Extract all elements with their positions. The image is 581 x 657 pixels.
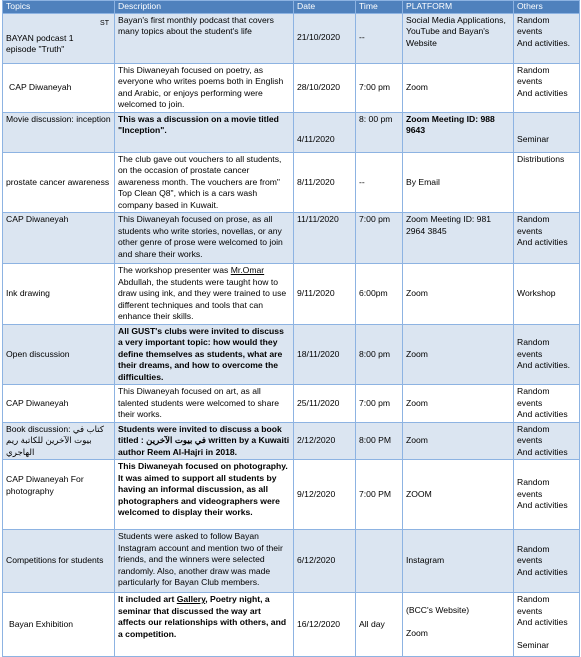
table-row — [3, 112, 580, 152]
topic-cell — [3, 422, 115, 460]
description-cell: Students were invited to discuss a book titled : في بيوت الآخرين written by a Kuwaiti author Reem Al-Hajri in 2018. — [115, 422, 294, 460]
superscript: ST — [100, 20, 109, 28]
gallery-text: Gallery — [176, 594, 206, 604]
table-row — [3, 460, 580, 530]
others-line: And activities. — [517, 360, 571, 370]
date-cell: 16/12/2020 — [294, 593, 356, 657]
description-cell — [115, 593, 294, 657]
topic-line: Book discussion: كتاب في — [6, 423, 104, 434]
topic-cell: CAP Diwaneyah — [3, 385, 115, 423]
topic-text: CAP Diwaneyah — [9, 81, 72, 92]
others-cell — [514, 63, 580, 112]
platform-cell: Zoom — [403, 63, 514, 112]
others-cell — [514, 593, 580, 657]
topic-text: Bayan Exhibition — [9, 618, 74, 629]
others-line: And activities — [517, 566, 568, 577]
topic-cell — [3, 63, 115, 112]
others-line: events — [517, 488, 543, 499]
description-text: The workshop presenter was — [118, 265, 231, 275]
header-platform: PLATFORM — [403, 1, 514, 14]
others-line: Random — [517, 214, 550, 224]
others-cell — [514, 530, 580, 593]
others-line: And activities. — [517, 37, 571, 48]
others-cell — [514, 324, 580, 385]
topic-cell: CAP Diwaneyah For photography — [3, 460, 115, 530]
topic-cell: Competitions for students — [3, 530, 115, 593]
header-description: Description — [115, 1, 294, 14]
time-cell: 7:00 PM — [356, 460, 403, 530]
others-cell — [514, 460, 580, 530]
table-row — [3, 324, 580, 385]
description-cell: All GUST's clubs were invited to discuss a very important topic: how would they define themselves as students, what are their dreams, and how to overcome the difficulties. — [115, 324, 294, 385]
platform-cell — [403, 593, 514, 657]
time-cell: 6:00pm — [356, 264, 403, 325]
platform-cell: Zoom Meeting ID: 981 2964 3845 — [403, 213, 514, 264]
others-cell — [514, 264, 580, 325]
time-cell: All day — [356, 593, 403, 657]
description-cell: This Diwaneyah focused on art, as all talented students were welcomed to share their works. — [115, 385, 294, 423]
description-cell: This Diwaneyah focused on prose, as all students who write stories, novellas, or any other genre of prose were welcomed to join and share their works. — [115, 213, 294, 264]
others-line: events — [517, 76, 543, 86]
time-cell: 7:00 pm — [356, 213, 403, 264]
platform-cell: Social Media Applications, YouTube and Bayan's Website — [403, 13, 514, 63]
time-cell: 7:00 pm — [356, 385, 403, 423]
platform-cell: ZOOM — [403, 460, 514, 530]
topic-cell — [3, 593, 115, 657]
others-line: Random — [517, 543, 550, 554]
description-text: It included art — [118, 594, 177, 604]
platform-cell: Zoom — [403, 324, 514, 385]
header-row — [3, 1, 580, 14]
others-line: And activities — [517, 409, 568, 419]
platform-line: Zoom — [406, 627, 428, 638]
platform-cell: Zoom — [403, 422, 514, 460]
description-cell: Students were asked to follow Bayan Instagram account and mention two of their friends, and the winners were selected randomly. Also, another draw was made particularly for Bayan Club members. — [115, 530, 294, 593]
date-cell: 2/12/2020 — [294, 422, 356, 460]
date-cell: 9/11/2020 — [294, 264, 356, 325]
time-cell: 8:00 pm — [356, 324, 403, 385]
header-date: Date — [294, 1, 356, 14]
activities-table — [2, 0, 580, 657]
topic-cell: prostate cancer awareness — [3, 152, 115, 213]
topic-cell: Ink drawing — [3, 264, 115, 325]
description-cell: This was a discussion on a movie titled "Inception". — [115, 112, 294, 152]
others-line: events — [517, 397, 543, 408]
others-line: And activities — [517, 87, 568, 98]
others-line: And activities — [517, 237, 568, 247]
topic-cell: CAP Diwaneyah — [3, 213, 115, 264]
others-line: Random — [517, 64, 550, 75]
date-cell: 21/10/2020 — [294, 13, 356, 63]
date-cell: 8/11/2020 — [294, 152, 356, 213]
platform-cell: Zoom Meeting ID: 988 9643 — [403, 112, 514, 152]
table-row — [3, 530, 580, 593]
others-cell — [514, 152, 580, 213]
table-row — [3, 593, 580, 657]
table-row — [3, 13, 580, 63]
description-text: Abdullah, the students were taught how to draw using ink, and they were trained to use different techniques and tools that can enhance their skills. — [118, 276, 287, 321]
platform-cell: Instagram — [403, 530, 514, 593]
others-line: Seminar — [517, 134, 549, 144]
date-cell: 11/11/2020 — [294, 213, 356, 264]
description-cell: The club gave out vouchers to all students, on the occasion of prostate cancer awareness month. The vouchers are from" Top Clean Q8", which is a cars wash company based in Kuwait. — [115, 152, 294, 213]
platform-line: (BCC's Website) — [406, 605, 470, 615]
table-row — [3, 385, 580, 423]
platform-cell: Zoom — [403, 385, 514, 423]
table-row — [3, 422, 580, 460]
description-cell — [115, 264, 294, 325]
others-line: Random — [517, 423, 550, 434]
description-text: , Poetry night, a seminar that discussed the way art affects our relationships with others, and a competition. — [118, 594, 287, 639]
header-others: Others — [514, 1, 580, 14]
description-cell: This Diwaneyah focused on poetry, as everyone who writes poems both in English and Arabic, or enjoys performing were welcomed to join. — [115, 63, 294, 112]
others-cell — [514, 422, 580, 460]
table-row — [3, 152, 580, 213]
others-line: Workshop — [517, 288, 556, 298]
topic-line: BAYAN podcast 1 — [6, 32, 74, 43]
others-line: Seminar — [517, 639, 549, 650]
others-line: Random — [517, 337, 550, 347]
others-line: And activities — [517, 500, 568, 511]
time-cell: -- — [356, 152, 403, 213]
header-topics: Topics — [3, 1, 115, 14]
others-cell — [514, 385, 580, 423]
others-cell — [514, 13, 580, 63]
others-line: events — [517, 605, 543, 616]
platform-cell: By Email — [403, 152, 514, 213]
others-line: Random — [517, 386, 550, 396]
time-cell — [356, 530, 403, 593]
others-line: events — [517, 26, 543, 36]
others-line: Random — [517, 477, 550, 488]
topic-cell: Movie discussion: inception — [3, 112, 115, 152]
others-cell — [514, 112, 580, 152]
others-line: events — [517, 348, 543, 359]
others-line: Random — [517, 14, 550, 25]
date-cell: 28/10/2020 — [294, 63, 356, 112]
date-cell: 9/12/2020 — [294, 460, 356, 530]
topic-cell — [3, 13, 115, 63]
others-line: Distributions — [517, 153, 565, 164]
date-cell: 18/11/2020 — [294, 324, 356, 385]
topic-line: episode "Truth" — [6, 44, 65, 55]
header-time: Time — [356, 1, 403, 14]
others-line: events — [517, 435, 543, 445]
time-cell: 8:00 PM — [356, 422, 403, 460]
others-line: events — [517, 225, 543, 236]
others-line: And activities — [517, 617, 568, 627]
others-line: events — [517, 555, 543, 566]
time-cell: -- — [356, 13, 403, 63]
time-cell: 7:00 pm — [356, 63, 403, 112]
others-line: Random — [517, 594, 550, 604]
table-row — [3, 63, 580, 112]
topic-line: بيوت الآخرين للكاتبة ريم الهاجري — [6, 435, 92, 457]
table-row — [3, 264, 580, 325]
date-cell: 6/12/2020 — [294, 530, 356, 593]
presenter-name: Mr.Omar — [230, 265, 265, 275]
time-cell: 8: 00 pm — [356, 112, 403, 152]
platform-cell: Zoom — [403, 264, 514, 325]
table-row — [3, 213, 580, 264]
date-cell: 25/11/2020 — [294, 385, 356, 423]
others-line: And activities — [517, 446, 568, 457]
date-cell: 4/11/2020 — [294, 112, 356, 152]
others-cell — [514, 213, 580, 264]
topic-cell: Open discussion — [3, 324, 115, 385]
description-cell: This Diwaneyah focused on photography. It was aimed to support all students by having an informal discussion, as all photographers and videographers were welcomed to display their works. — [115, 460, 294, 530]
description-cell: Bayan's first monthly podcast that covers many topics about the student's life — [115, 13, 294, 63]
